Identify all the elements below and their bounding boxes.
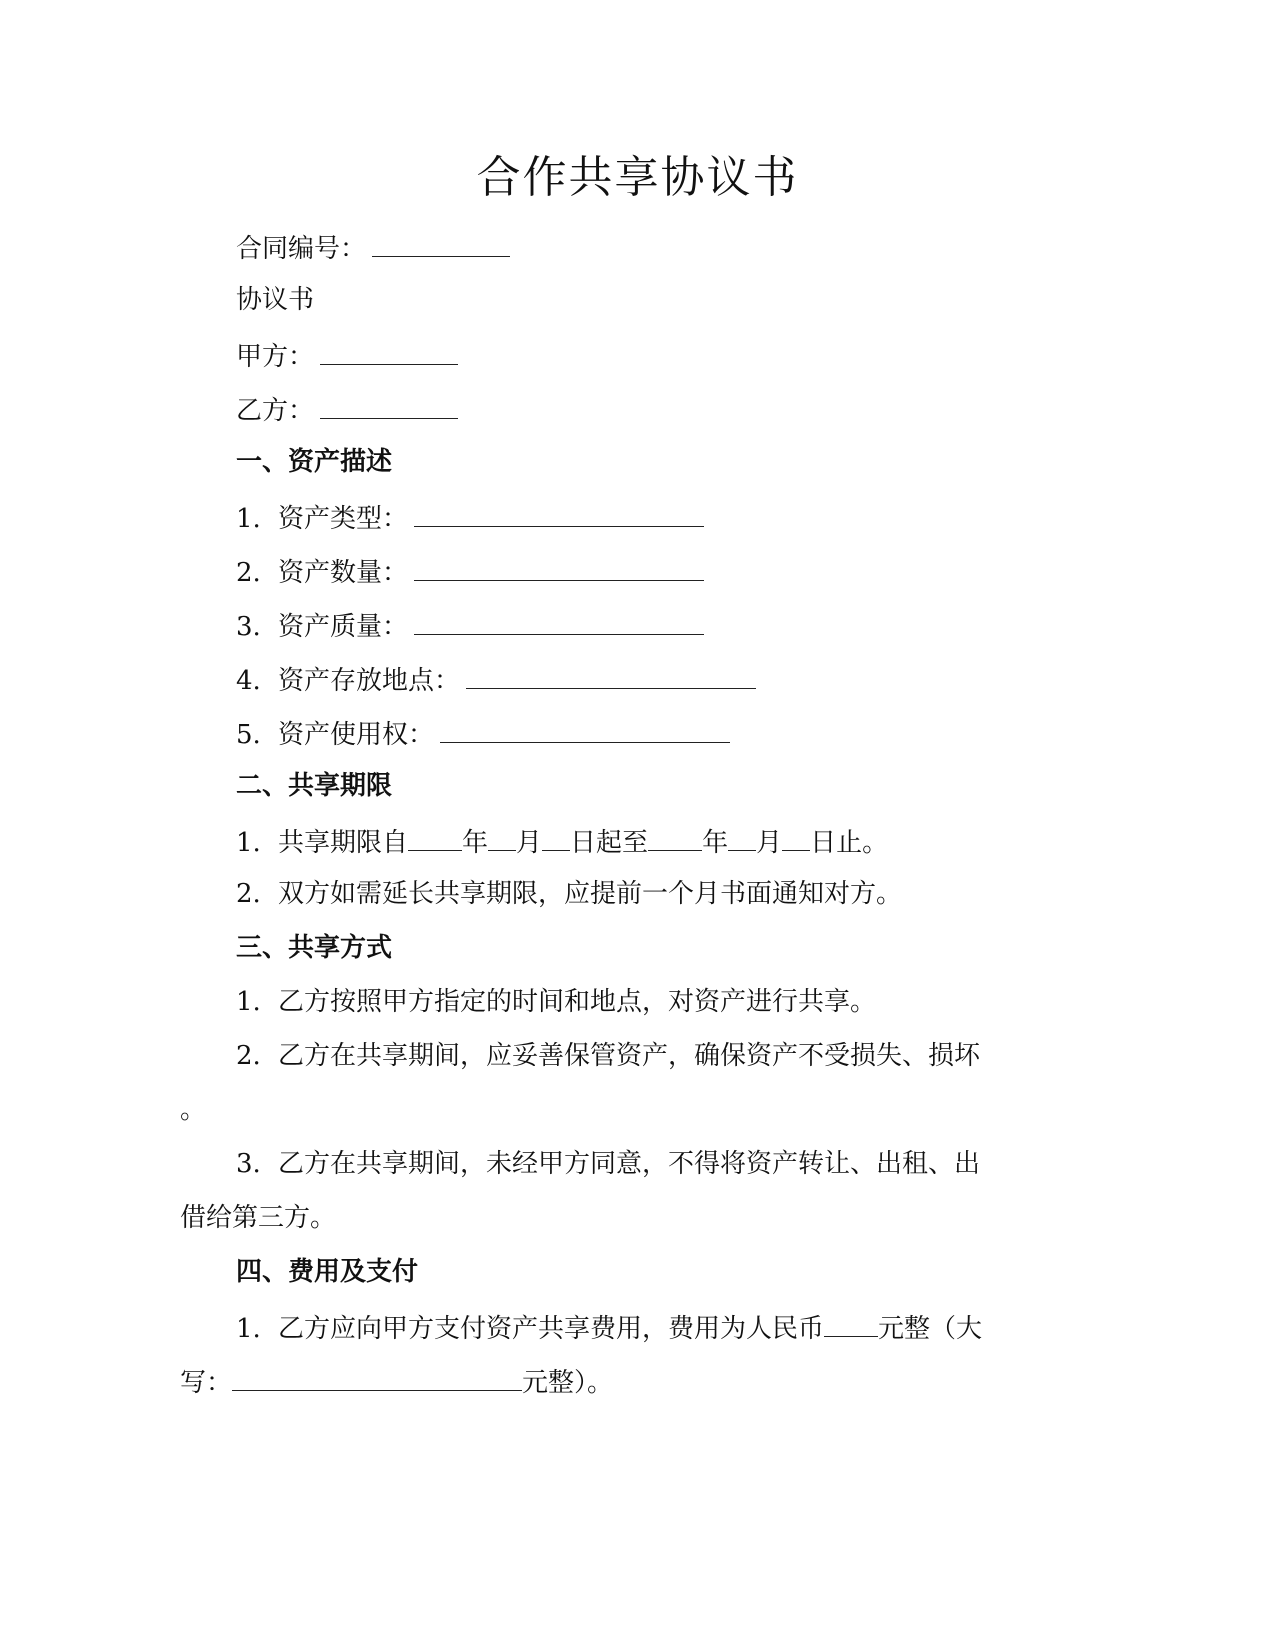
fee-amount-blank [824, 1308, 878, 1337]
party-b-field [236, 390, 458, 429]
item-label: 资产使用权： [278, 720, 435, 750]
item-label: 资产类型： [278, 504, 409, 534]
method-item-2-continuation: 。 [180, 1095, 207, 1125]
text-part: 日起至 [570, 828, 649, 858]
text-part: 月 [516, 828, 543, 858]
contract-number-field [236, 228, 510, 267]
contract-number-blank [372, 228, 510, 257]
end-day-blank [782, 822, 810, 851]
fee-item-1-continuation [180, 1362, 613, 1401]
method-item-1 [236, 984, 876, 1020]
contract-number-label: 合同编号： [236, 234, 367, 264]
asset-item-2 [236, 552, 704, 591]
start-day-blank [542, 822, 570, 851]
subtitle: 协议书 [236, 285, 315, 315]
item-text: 元整）。 [522, 1368, 614, 1398]
term-item-2 [236, 876, 902, 912]
start-month-blank [488, 822, 516, 851]
asset-type-blank [414, 498, 704, 527]
section-heading-4: 四、费用及支付 [236, 1257, 419, 1287]
start-year-blank [408, 822, 462, 851]
item-text: 乙方在共享期间，未经甲方同意，不得将资产转让、出租、出 [278, 1149, 981, 1179]
section-heading-1: 一、资产描述 [236, 447, 393, 477]
item-number: 3. [236, 612, 261, 642]
text-part: 日止。 [810, 828, 889, 858]
item-number: 3. [236, 1149, 261, 1179]
item-number: 5. [236, 720, 261, 750]
item-number: 2. [236, 558, 261, 588]
item-text: 乙方应向甲方支付资产共享费用，费用为人民币 [278, 1314, 825, 1344]
item-number: 2. [236, 879, 261, 909]
item-label: 资产存放地点： [278, 666, 461, 696]
item-number: 2. [236, 1041, 261, 1071]
asset-item-1 [236, 498, 704, 537]
asset-location-blank [466, 660, 756, 689]
item-text: 乙方按照甲方指定的时间和地点，对资产进行共享。 [278, 987, 877, 1017]
asset-quantity-blank [414, 552, 704, 581]
fee-amount-words-blank [232, 1362, 522, 1391]
party-b-label: 乙方： [236, 396, 315, 426]
asset-item-5 [236, 714, 730, 753]
party-b-blank [320, 390, 458, 419]
method-item-3 [236, 1146, 980, 1182]
item-number: 1. [236, 1314, 261, 1344]
document-title: 合作共享协议书 [476, 152, 799, 203]
section-heading-2: 二、共享期限 [236, 771, 393, 801]
method-item-3-continuation: 借给第三方。 [180, 1203, 337, 1233]
item-number: 1. [236, 987, 261, 1017]
item-label: 资产数量： [278, 558, 409, 588]
item-number: 4. [236, 666, 261, 696]
section-heading-3: 三、共享方式 [236, 933, 393, 963]
fee-item-1 [236, 1308, 982, 1347]
method-item-2 [236, 1038, 980, 1074]
item-label: 资产质量： [278, 612, 409, 642]
text-part: 年 [702, 828, 729, 858]
item-number: 1. [236, 504, 261, 534]
party-a-label: 甲方： [236, 342, 315, 372]
party-a-field [236, 336, 458, 375]
item-text: 双方如需延长共享期限，应提前一个月书面通知对方。 [278, 879, 903, 909]
text-part: 年 [462, 828, 489, 858]
item-text: 元整（大 [878, 1314, 983, 1344]
end-year-blank [648, 822, 702, 851]
item-text: 乙方在共享期间，应妥善保管资产，确保资产不受损失、损坏 [278, 1041, 981, 1071]
asset-item-4 [236, 660, 756, 699]
party-a-blank [320, 336, 458, 365]
text-part: 共享期限自 [278, 828, 409, 858]
asset-usage-right-blank [440, 714, 730, 743]
asset-quality-blank [414, 606, 704, 635]
asset-item-3 [236, 606, 704, 645]
text-part: 月 [756, 828, 783, 858]
item-number: 1. [236, 828, 261, 858]
term-item-1 [236, 822, 888, 861]
item-text: 写： [180, 1368, 233, 1398]
end-month-blank [728, 822, 756, 851]
